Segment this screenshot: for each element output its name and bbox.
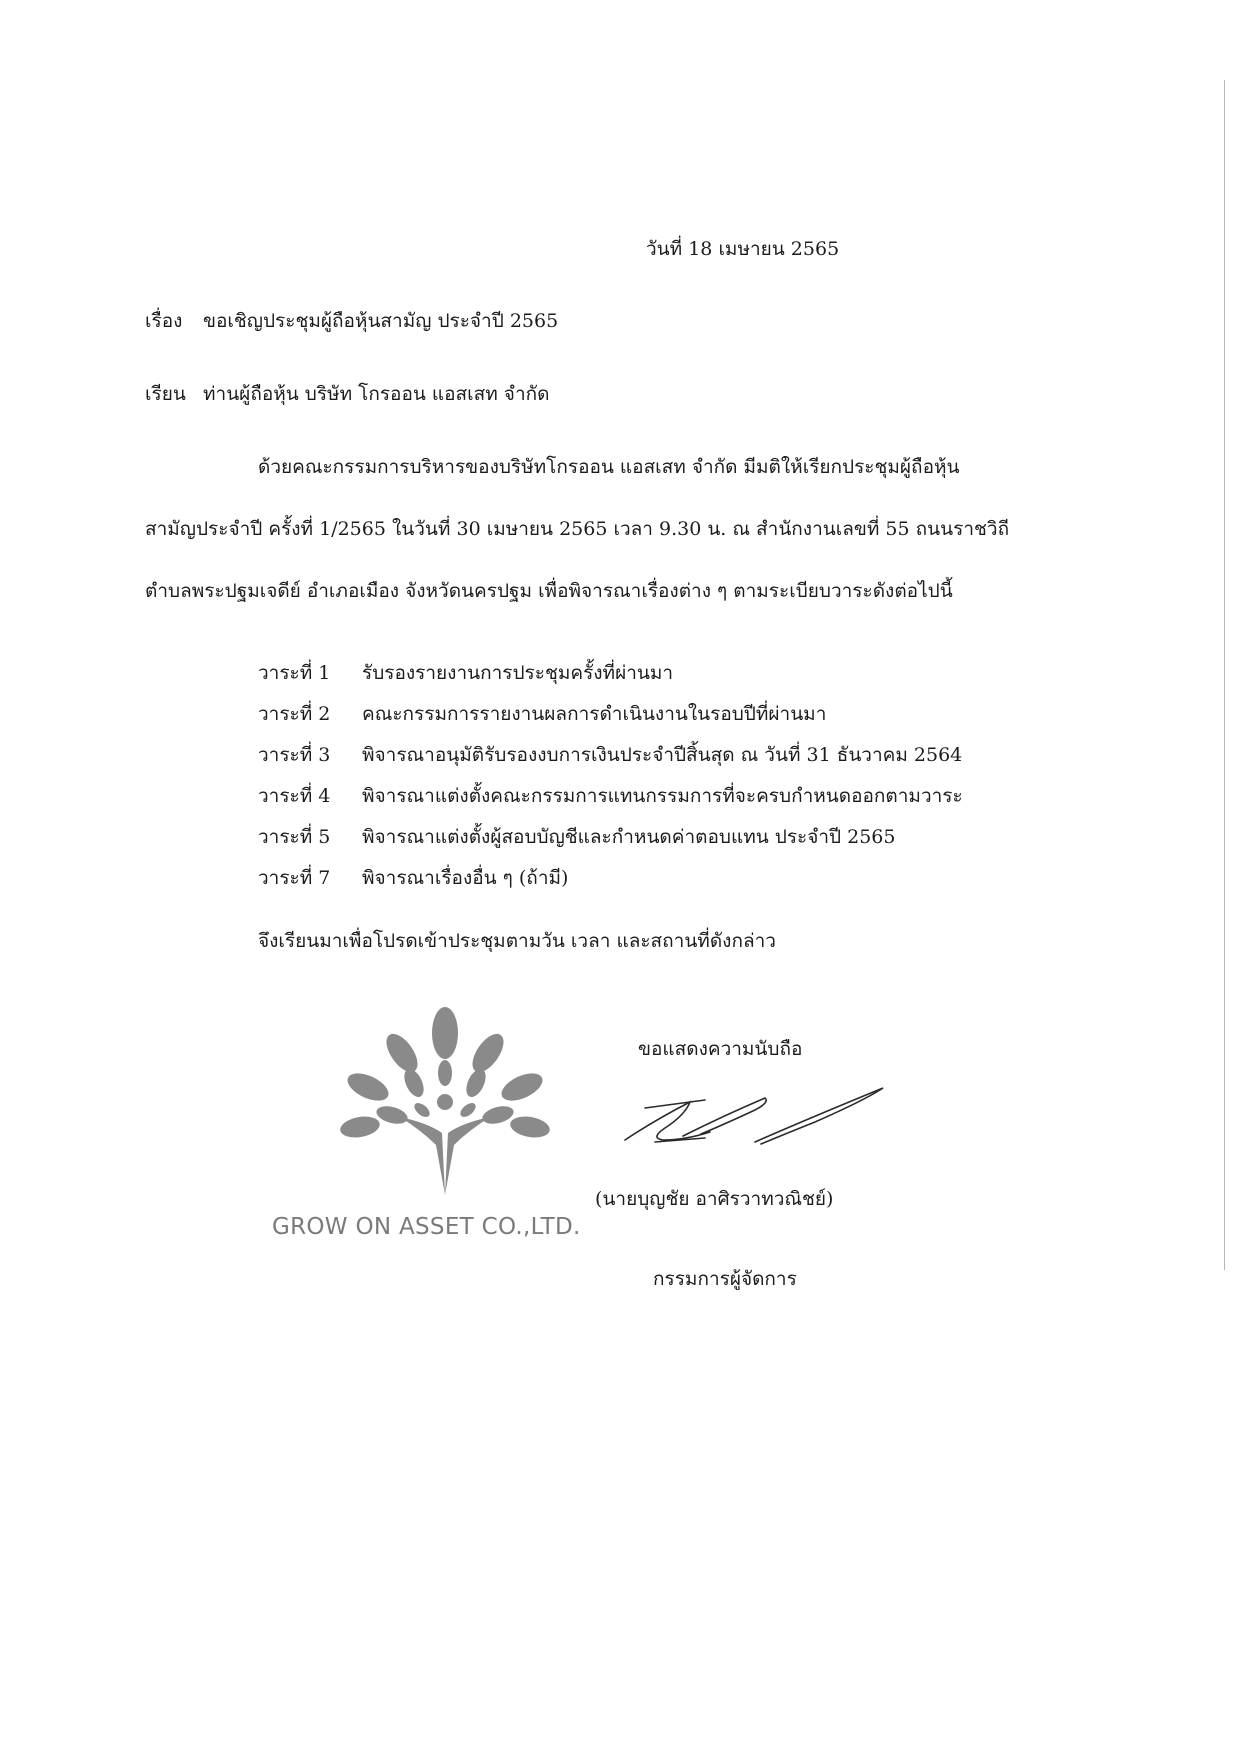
agenda-text: พิจารณาเรื่องอื่น ๆ (ถ้ามี) — [362, 867, 569, 889]
agenda-item — [258, 740, 962, 770]
body-line-1: ด้วยคณะกรรมการบริหารของบริษัทโกรออน แอสเสท จำกัด มีมติให้เรียกประชุมผู้ถือหุ้น — [258, 456, 960, 478]
agenda-item — [258, 699, 826, 729]
agenda-text: รับรองรายงานการประชุมครั้งที่ผ่านมา — [362, 662, 674, 684]
subject-text: ขอเชิญประชุมผู้ถือหุ้นสามัญ ประจำปี 2565 — [203, 310, 559, 332]
signatory-name: (นายบุญชัย อาศิรวาทวณิชย์) — [595, 1188, 834, 1210]
agenda-item — [258, 822, 895, 852]
recipient-text: ท่านผู้ถือหุ้น บริษัท โกรออน แอสเสท จำกัด — [203, 383, 550, 405]
body-line-3: ตำบลพระปฐมเจดีย์ อำเภอเมือง จังหวัดนครปฐม เพื่อพิจารณาเรื่องต่าง ๆ ตามระเบียบวาระดังต่อไปนี้ — [145, 580, 953, 602]
agenda-text: คณะกรรมการรายงานผลการดำเนินงานในรอบปีที่ผ่านมา — [362, 703, 827, 725]
signatory-title: กรรมการผู้จัดการ — [653, 1268, 797, 1290]
tree-logo-icon — [330, 1005, 570, 1205]
agenda-number: วาระที่ 3 — [258, 744, 331, 766]
agenda-number: วาระที่ 7 — [258, 867, 331, 889]
subject-line — [145, 312, 558, 331]
closing-line: จึงเรียนมาเพื่อโปรดเข้าประชุมตามวัน เวลา และสถานที่ดังกล่าว — [258, 930, 776, 952]
recipient-label: เรียน — [145, 383, 186, 405]
agenda-number: วาระที่ 2 — [258, 703, 331, 725]
body-line-2: สามัญประจำปี ครั้งที่ 1/2565 ในวันที่ 30 เมษายน 2565 เวลา 9.30 น. ณ สำนักงานเลขที่ 55 ถนนราชวิถี — [145, 518, 1010, 540]
agenda-text: พิจารณาแต่งตั้งคณะกรรมการแทนกรรมการที่จะครบกำหนดออกตามวาระ — [362, 785, 963, 807]
agenda-item — [258, 781, 963, 811]
scan-edge-line — [1224, 80, 1225, 1270]
signature-icon — [615, 1080, 895, 1160]
company-name: GROW ON ASSET CO.,LTD. — [272, 1214, 581, 1240]
agenda-number: วาระที่ 1 — [258, 662, 331, 684]
agenda-item — [258, 658, 673, 688]
agenda-item — [258, 863, 568, 893]
subject-label: เรื่อง — [145, 310, 183, 332]
letter-date: วันที่ 18 เมษายน 2565 — [646, 238, 840, 260]
sign-off: ขอแสดงความนับถือ — [638, 1038, 803, 1060]
agenda-number: วาระที่ 4 — [258, 785, 331, 807]
agenda-text: พิจารณาแต่งตั้งผู้สอบบัญชีและกำหนดค่าตอบแทน ประจำปี 2565 — [362, 826, 896, 848]
agenda-number: วาระที่ 5 — [258, 826, 331, 848]
agenda-text: พิจารณาอนุมัติรับรองงบการเงินประจำปีสิ้นสุด ณ วันที่ 31 ธันวาคม 2564 — [362, 744, 963, 766]
recipient-line — [145, 385, 549, 404]
